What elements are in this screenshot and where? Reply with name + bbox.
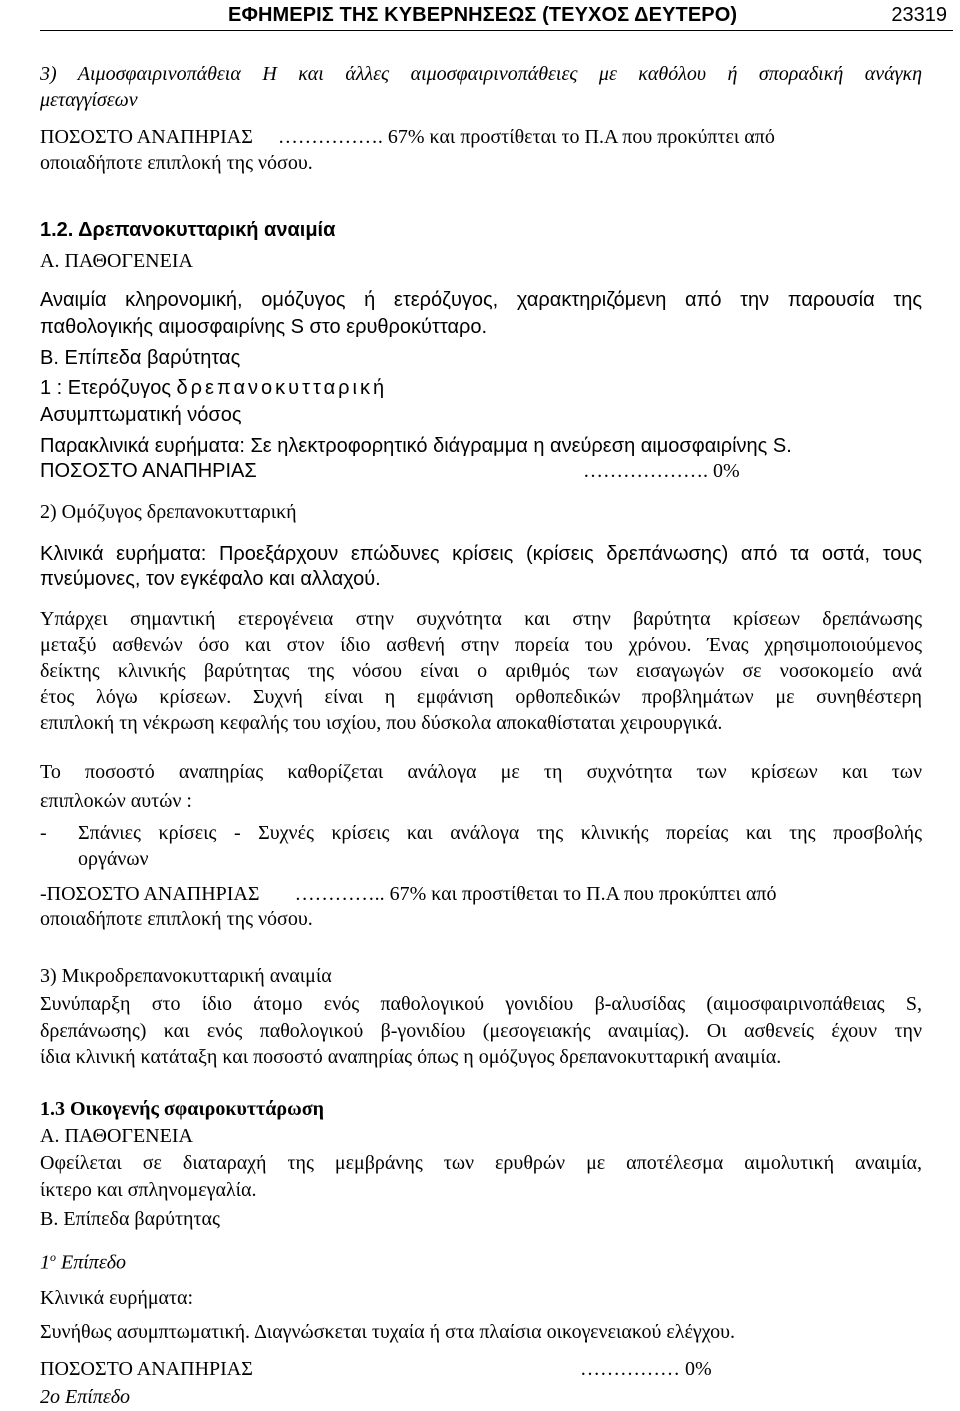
- bullet-item-line1: Σπάνιες κρίσεις - Συχνές κρίσεις και ανάλογα της κλινικής πορείας και της προσβολής: [78, 822, 922, 844]
- spherocytosis-pathogenesis-line1: Οφείλεται σε διαταραχή της μεμβράνης των ερυθρών με αποτέλεσμα αιμολυτική αναιμία,: [40, 1152, 922, 1174]
- spherocytosis-clinical-label: Κλινικά ευρήματα:: [40, 1287, 194, 1309]
- spherocytosis-pathogenesis-line2: ίκτερο και σπληνομεγαλία.: [40, 1179, 257, 1201]
- disability-percentage-row: [40, 125, 775, 149]
- level3-text-line1: Συνύπαρξη στο ίδιο άτομο ενός παθολογικού γονιδίου β-αλυσίδας (αιμοσφαιρινοπάθειας S,: [40, 993, 922, 1015]
- level2-paragraph-line2: μεταξύ ασθενών όσο και στον ίδιο ασθενή στην πορεία του χρόνου. Ένας χρησιμοποιούμενος: [40, 634, 922, 656]
- level2-paragraph-line1: Υπάρχει σημαντική ετερογένεια στην συχνότητα και στην βαρύτητα κρίσεων δρεπάνωσης: [40, 608, 922, 630]
- rate-text-line1: Το ποσοστό αναπηρίας καθορίζεται ανάλογα με τη συχνότητα των κρίσεων και των: [40, 761, 922, 783]
- spherocytosis-pathogenesis-heading: Α. ΠΑΘΟΓΕΝΕΙΑ: [40, 1125, 193, 1147]
- level2-percentage-row: [40, 882, 777, 906]
- page-header: [40, 0, 953, 31]
- page-number: 23319: [891, 4, 947, 26]
- level2-paragraph-line3: δείκτης κλινικής βαρύτητας της νόσου είναι ο αριθμός των εισαγωγών σε νοσοκομείο ανά: [40, 660, 922, 682]
- pathogenesis-text-line2: παθολογικής αιμοσφαιρίνης S στο ερυθροκύτταρο.: [40, 316, 488, 338]
- level1-percentage-value: ………………. 0%: [583, 460, 740, 482]
- disability-percentage-note: οποιαδήποτε επιπλοκή της νόσου.: [40, 152, 313, 174]
- level2-percentage-label: -ΠΟΣΟΣΤΟ ΑΝΑΠΗΡΙΑΣ: [40, 883, 260, 905]
- level1-ordinal: ο: [50, 1250, 56, 1264]
- pathogenesis-heading: Α. ΠΑΘΟΓΕΝΕΙΑ: [40, 250, 193, 272]
- spherocytosis-percentage-value: …………… 0%: [580, 1358, 712, 1380]
- level3-text-line2: δρεπάνωσης) και ενός παθολογικού β-γονιδίου (μεσογειακής αναιμίας). Οι ασθενείς έχουν την: [40, 1020, 922, 1042]
- level1-heterozygous: [40, 376, 387, 400]
- level1-number: 1: [40, 1251, 50, 1274]
- level2-clinical-line2: πνεύμονες, τον εγκέφαλο και αλλαχού.: [40, 568, 381, 590]
- level1-description: Ασυμπτωματική νόσος: [40, 404, 242, 426]
- disability-percentage-value: ……………. 67% και προστίθεται το Π.Α που προκύπτει από: [277, 126, 775, 148]
- level1-spaced-term: δρεπανοκυτταρική: [176, 377, 388, 399]
- hemoglobinopathy-title-line1: 3) Αιμοσφαιρινοπάθεια H και άλλες αιμοσφαιρινοπάθειες με καθόλου ή σποραδική ανάγκη: [40, 63, 922, 85]
- level3-text-line3: ίδια κλινική κατάταξη και ποσοστό αναπηρίας όπως η ομόζυγος δρεπανοκυτταρική αναιμία.: [40, 1046, 782, 1068]
- spherocytosis-level2-heading: 2ο Επίπεδο: [40, 1386, 130, 1408]
- level1-lab-findings: Παρακλινικά ευρήματα: Σε ηλεκτροφορητικό διάγραμμα η ανεύρεση αιμοσφαιρίνης S.: [40, 435, 792, 457]
- severity-levels-heading: Β. Επίπεδα βαρύτητας: [40, 347, 241, 369]
- rate-text-line2: επιπλοκών αυτών :: [40, 790, 192, 812]
- level2-paragraph-line4: έτος λόγω κρίσεων. Συχνή είναι η εμφάνιση ορθοπεδικών προβλημάτων με συνηθέστερη: [40, 686, 922, 708]
- spherocytosis-severity-heading: Β. Επίπεδα βαρύτητας: [40, 1208, 220, 1230]
- level2-percentage-note: οποιαδήποτε επιπλοκή της νόσου.: [40, 908, 313, 930]
- level2-title: 2) Ομόζυγος δρεπανοκυτταρική: [40, 501, 297, 523]
- hemoglobinopathy-title-line2: μεταγγίσεων: [40, 89, 138, 111]
- level3-title: 3) Μικροδρεπανοκυτταρική αναιμία: [40, 965, 332, 987]
- level1-prefix: 1 : Ετερόζυγος: [40, 377, 171, 399]
- disability-percentage-label: ΠΟΣΟΣΤΟ ΑΝΑΠΗΡΙΑΣ: [40, 126, 253, 148]
- level1-word: Επίπεδο: [61, 1251, 126, 1274]
- spherocytosis-clinical-text: Συνήθως ασυμπτωματική. Διαγνώσκεται τυχαία ή στα πλαίσια οικογενειακού ελέγχου.: [40, 1321, 736, 1343]
- level2-paragraph-line5: επιπλοκή τη νέκρωση κεφαλής του ισχίου, που δύσκολα αποκαθίσταται χειρουργικά.: [40, 712, 723, 734]
- section-heading-sickle-cell: 1.2. Δρεπανοκυτταρική αναιμία: [40, 219, 336, 241]
- level1-percentage-label: ΠΟΣΟΣΤΟ ΑΝΑΠΗΡΙΑΣ: [40, 460, 257, 482]
- section-heading-spherocytosis: 1.3 Οικογενής σφαιροκυττάρωση: [40, 1098, 324, 1120]
- spherocytosis-percentage-label: ΠΟΣΟΣΤΟ ΑΝΑΠΗΡΙΑΣ: [40, 1358, 253, 1380]
- bullet-item-line2: οργάνων: [78, 848, 149, 870]
- bullet-dash: -: [40, 822, 47, 844]
- level2-percentage-value: ………….. 67% και προστίθεται το Π.Α που προκύπτει από: [294, 883, 777, 905]
- gazette-title: ΕΦΗΜΕΡΙΣ ΤΗΣ ΚΥΒΕΡΝΗΣΕΩΣ (ΤΕΥΧΟΣ ΔΕΥΤΕΡΟ): [228, 4, 738, 26]
- spherocytosis-level1-heading: [40, 1245, 126, 1275]
- level2-clinical-line1: Κλινικά ευρήματα: Προεξάρχουν επώδυνες κρίσεις (κρίσεις δρεπάνωσης) από τα οστά, τους: [40, 543, 922, 565]
- pathogenesis-text-line1: Αναιμία κληρονομική, ομόζυγος ή ετερόζυγος, χαρακτηριζόμενη από την παρουσία της: [40, 289, 922, 311]
